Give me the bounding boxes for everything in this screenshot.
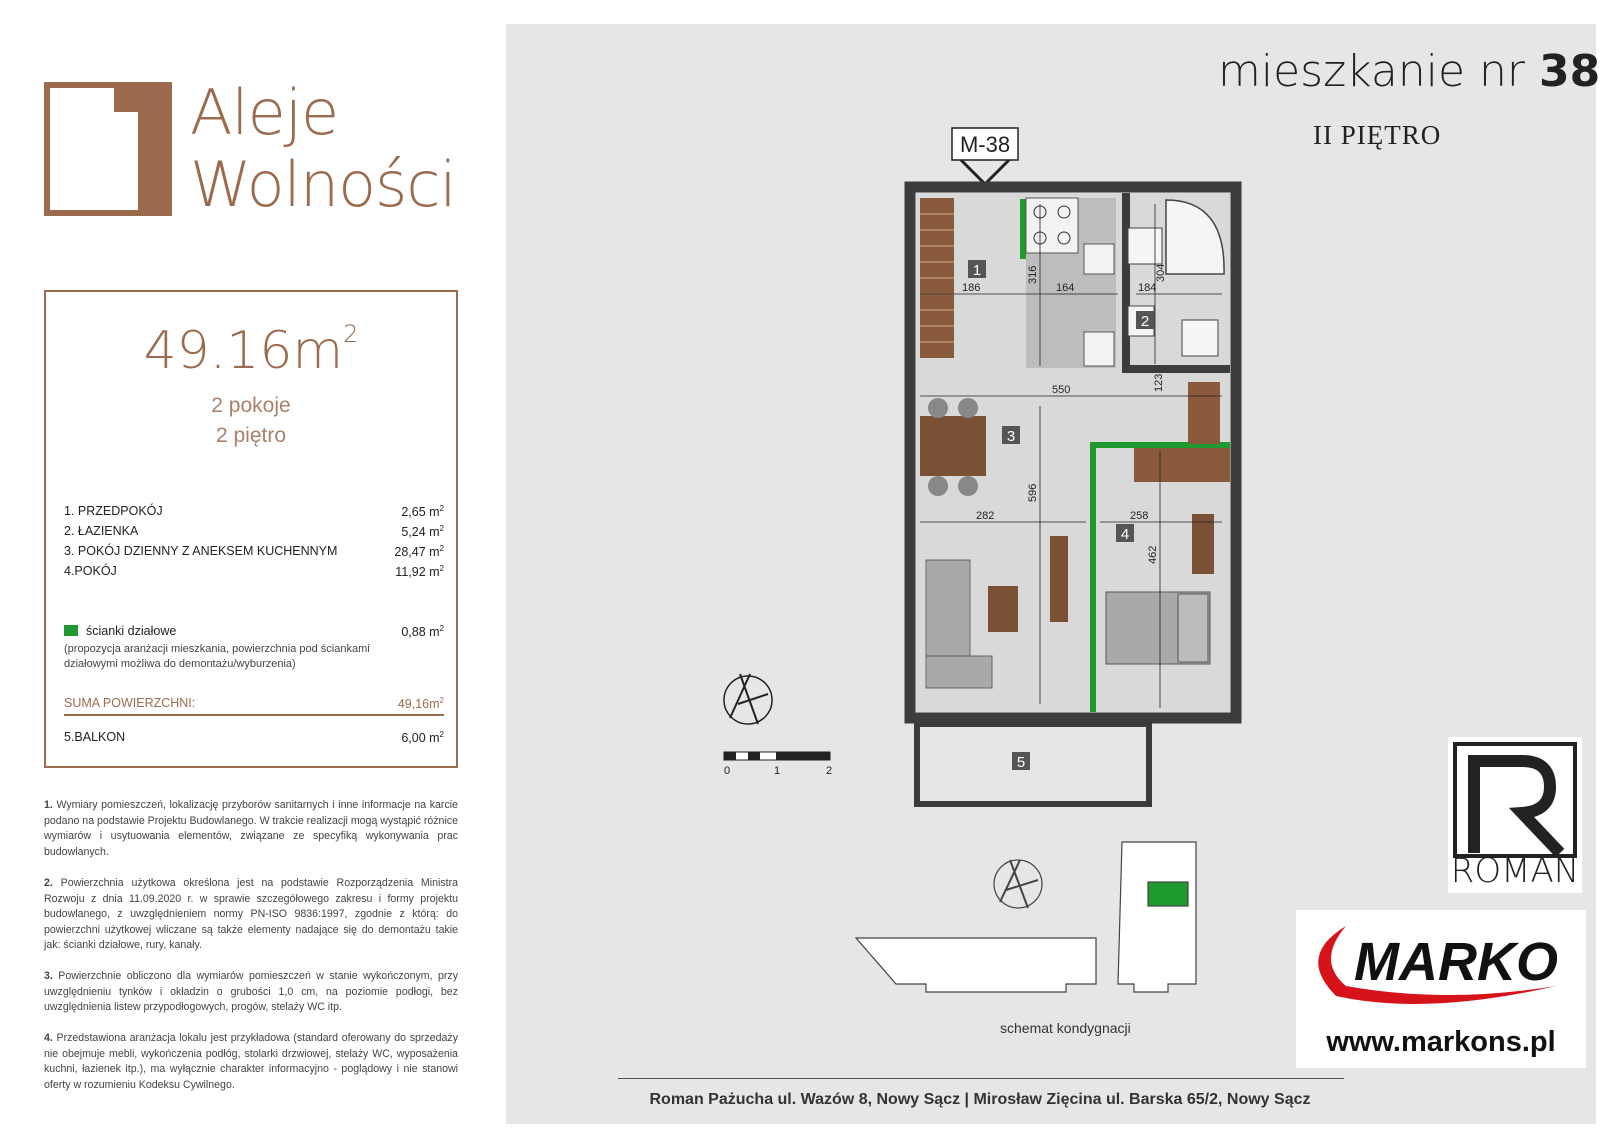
- note-1: 1. Wymiary pomieszczeń, lokalizację przyborów sanitarnych i inne informacje na karcie podano na podstawie Projektu Budowlanego. W trakcie realizacji mogą wystąpić różnice wymiarów i usytuowania elementów, związane ze specyfiką wykonywania prac budowlanych.: [44, 799, 458, 858]
- brand-name-line1: Aleje: [190, 76, 339, 149]
- dimension-label: 304: [1155, 263, 1167, 282]
- svg-text:2: 2: [826, 765, 833, 777]
- room-number: 4: [1120, 526, 1130, 543]
- brand-logo-mark: [44, 82, 172, 216]
- balcony: [917, 724, 1149, 804]
- room-number: 1: [972, 262, 982, 279]
- room-number: 5: [1016, 754, 1026, 771]
- footer-divider: [618, 1078, 1344, 1079]
- floor-label: II PIĘTRO: [1313, 120, 1442, 150]
- dimension-label: 123: [1153, 373, 1165, 392]
- dimension-label: 186: [962, 282, 981, 294]
- roman-r-icon: [1452, 741, 1578, 859]
- rooms-count: 2 pokoje: [211, 394, 291, 417]
- total-divider: [64, 714, 444, 716]
- marko-swoosh-icon: [1306, 916, 1576, 1020]
- entry-tag-label: M-38: [959, 132, 1011, 157]
- roman-logo: [1448, 737, 1582, 893]
- brand-name-line2: Wolności: [190, 148, 456, 221]
- toilet: [1128, 228, 1162, 264]
- dining-table: [920, 416, 986, 476]
- svg-text:1: 1: [774, 765, 781, 777]
- marko-website[interactable]: www.markons.pl: [1326, 1026, 1556, 1058]
- footer-contact: Roman Pażucha ul. Wazów 8, Nowy Sącz | Mirosław Zięcina ul. Barska 65/2, Nowy Sącz: [649, 1091, 1311, 1108]
- dimension-label: 164: [1056, 282, 1075, 294]
- floor-info: 2 piętro: [215, 424, 287, 447]
- roman-logo-text: ROMAN: [1450, 851, 1580, 891]
- dimension-label: 596: [1027, 483, 1039, 502]
- dimension-label: 550: [1052, 384, 1071, 396]
- coffee-table: [988, 586, 1018, 632]
- room-row: 1. PRZEDPOKÓJ 2,65 $m^2$: [64, 504, 444, 520]
- marko-logo: [1296, 910, 1586, 1068]
- tv-unit: [1050, 536, 1068, 622]
- total-area-row: SUMA POWIERZCHNI: $49,16m^2$: [64, 696, 444, 712]
- partition-note: (propozycja aranżacji mieszkania, powierzchnia pod ściankami działowymi możliwa do demontażu/wyburzenia): [64, 643, 370, 670]
- dimension-label: 184: [1138, 282, 1157, 294]
- svg-text:0: 0: [724, 765, 731, 777]
- room-row: 4.POKÓJ 11,92 $m^2$: [64, 564, 444, 580]
- note-2: 2. Powierzchnia użytkowa określona jest na podstawie Rozporządzenia Ministra Rozwoju z dnia 11.09.2020 r. w sprawie szczegółowego zakresu i formy projektu budowlanego, z uwzględnieniem normy PN-ISO 9836:1997, zgodnie z którą: do powierzchni użytkowej wliczane są także elementy nadające się do demontażu takie jak: ścianki działowe, rury, kanały.: [44, 877, 458, 951]
- entry-tag: [952, 128, 1018, 184]
- balcony-row: 5.BALKON 6,00 $m^2$: [64, 730, 444, 746]
- dimension-label: 316: [1027, 265, 1039, 284]
- dimension-label: 462: [1147, 545, 1159, 564]
- dimension-label: 282: [976, 510, 995, 522]
- apartment-info-box: [44, 290, 458, 768]
- partition-row: ścianki działowe 0,88 $m^2$: [86, 624, 444, 640]
- storey-schema: [856, 842, 1196, 992]
- total-area-headline: $49.16m^2$: [143, 320, 359, 381]
- marko-logo-text: MARKO: [1354, 932, 1558, 992]
- room-row: 2. ŁAZIENKA 5,24 $m^2$: [64, 524, 444, 540]
- note-4: 4. Przedstawiona aranżacja lokalu jest przykładowa (standard oferowany do sprzedaży nie obejmuje mebli, wykończenia podłóg, stolarki drzwiowej, stelaży WC, wyposażenia kuchni, łazienek itp.), ma wyłącznie charakter informacyjno - poglądowy i nie stanowi oferty w rozumieniu Kodeksu Cywilnego.: [44, 1032, 458, 1091]
- scale-bar: [724, 752, 832, 777]
- room-number: 2: [1140, 313, 1150, 330]
- storey-schema-label: schemat kondygnacji: [1000, 1020, 1131, 1036]
- north-arrow-icon: [724, 674, 772, 724]
- room-number: 3: [1006, 428, 1016, 445]
- partition-wall: [1090, 442, 1096, 712]
- apartment-title: mieszkanie nr 38: [1218, 46, 1601, 97]
- note-3: 3. Powierzchnie obliczono dla wymiarów pomieszczeń w stanie wykończonym, przy uwzględnieniu tynków i okładzin o grubości 1,0 cm, na poziomie podłogi, bez uwzględnienia listew przypodłogowych, progów, stelaży WC itp.: [44, 970, 458, 1013]
- washing-machine: [1182, 320, 1218, 356]
- dimension-label: 258: [1130, 510, 1149, 522]
- room-row: 3. POKÓJ DZIENNY Z ANEKSEM KUCHENNYM 28,47 $m^2$: [64, 544, 444, 560]
